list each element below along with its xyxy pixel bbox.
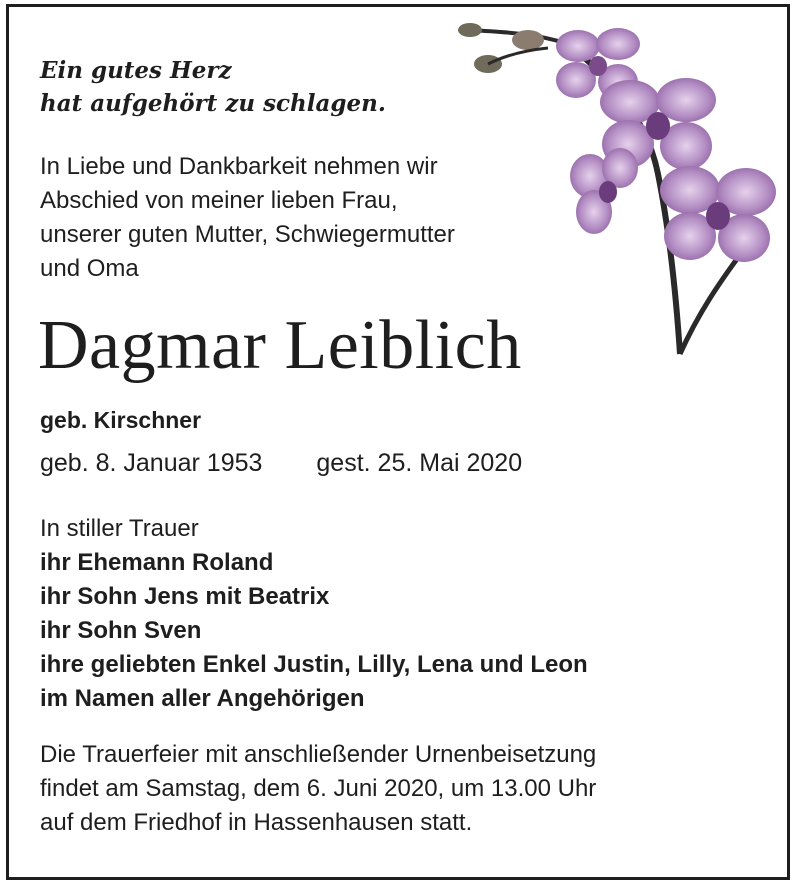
intro-line-4: und Oma	[40, 255, 139, 282]
death-date: gest. 25. Mai 2020	[316, 449, 523, 477]
deceased-name: Dagmar Leiblich	[38, 307, 522, 384]
orchid-flower-icon	[448, 14, 788, 364]
motto	[40, 54, 386, 120]
service-line-3: auf dem Friedhof in Hassenhausen statt.	[40, 809, 473, 836]
intro-text	[40, 150, 455, 286]
maiden-name: geb. Kirschner	[40, 407, 202, 433]
intro-line-2: Abschied von meiner lieben Frau,	[40, 187, 398, 214]
service-line-1: Die Trauerfeier mit anschließender Urnenbeisetzung	[40, 741, 597, 768]
service-line-2: findet am Samstag, dem 6. Juni 2020, um 13.00 Uhr	[40, 775, 597, 802]
intro-line-3: unserer guten Mutter, Schwiegermutter	[40, 221, 455, 248]
life-dates	[40, 446, 522, 480]
mourner-4: ihre geliebten Enkel Justin, Lilly, Lena und Leon	[40, 651, 588, 678]
mourners-block	[40, 512, 588, 716]
mourner-1: ihr Ehemann Roland	[40, 549, 274, 576]
birth-date: geb. 8. Januar 1953	[40, 449, 263, 477]
service-details	[40, 738, 596, 840]
mourner-3: ihr Sohn Sven	[40, 617, 202, 644]
mourners-intro: In stiller Trauer	[40, 515, 199, 542]
motto-line-1: Ein gutes Herz	[40, 57, 232, 84]
motto-line-2: hat aufgehört zu schlagen.	[40, 90, 386, 117]
mourner-5: im Namen aller Angehörigen	[40, 685, 365, 712]
intro-line-1: In Liebe und Dankbarkeit nehmen wir	[40, 153, 438, 180]
mourner-2: ihr Sohn Jens mit Beatrix	[40, 583, 330, 610]
